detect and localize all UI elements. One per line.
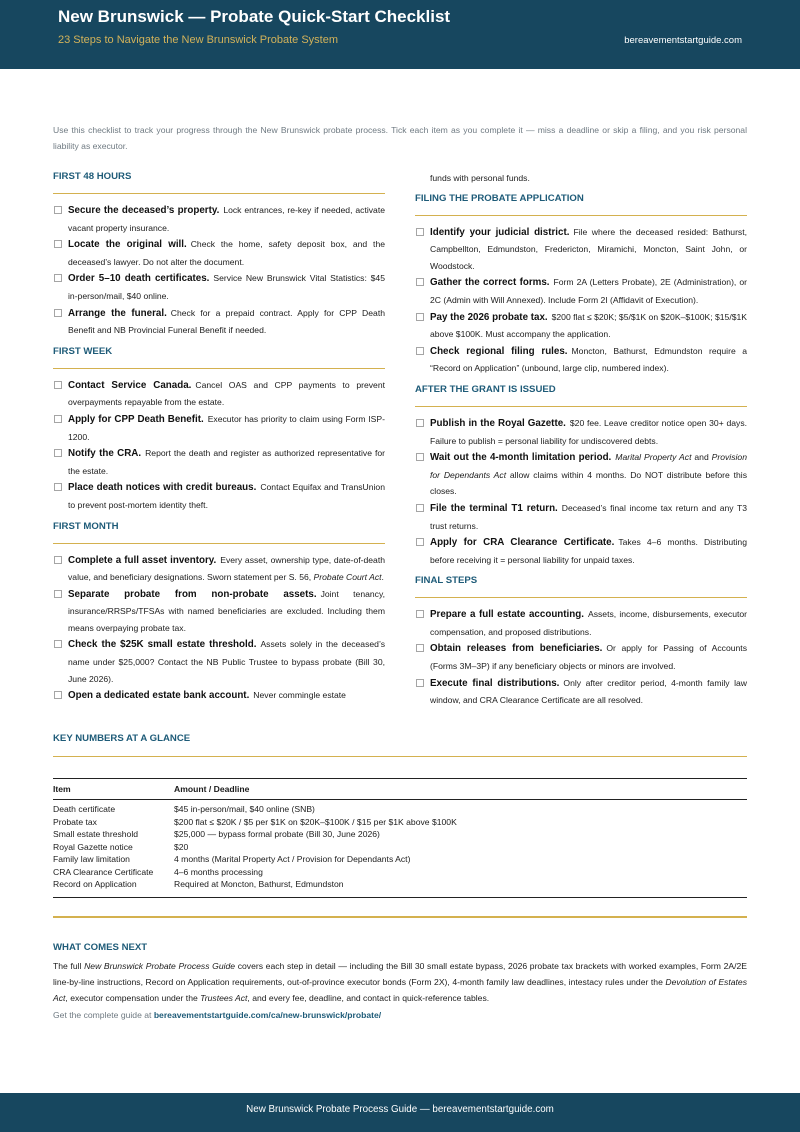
- section-rule: [415, 597, 747, 598]
- right-column: [415, 170, 747, 709]
- section-title-key-numbers: KEY NUMBERS AT A GLANCE: [53, 733, 191, 744]
- item-text-mid: and: [691, 452, 712, 463]
- item-text: Check for a prepaid contract. Apply for CPP Death Benefit and NB Provincial Funeral Benefit if needed.: [68, 307, 385, 336]
- section-title-after-grant: AFTER THE GRANT IS ISSUED: [415, 383, 556, 395]
- checklist-final-steps: [415, 606, 747, 709]
- table-cell: Small estate threshold: [53, 829, 139, 839]
- section-title-first-week: FIRST WEEK: [53, 345, 113, 357]
- item-lead: Obtain releases from beneficiaries.: [430, 643, 603, 655]
- item-lead: Complete a full asset inventory.: [68, 554, 217, 566]
- item-lead: Apply for CRA Clearance Certificate.: [430, 537, 615, 549]
- checklist-item: [53, 586, 385, 637]
- site-name: bereavementstartguide.com: [624, 35, 742, 46]
- item-text: Every asset, ownership type, date-of-death value, and beneficiary designations. Sworn statement per S. 56,: [68, 554, 385, 583]
- checkbox[interactable]: [416, 453, 424, 461]
- checklist-first-week: [53, 377, 385, 514]
- item-text: Only after creditor period, 4-month family law window, and CRA Clearance Certificate are all resolved.: [430, 677, 747, 706]
- checkbox[interactable]: [416, 644, 424, 652]
- item-lead: Execute final distributions.: [430, 677, 560, 689]
- item-lead: Wait out the 4-month limitation period.: [430, 452, 612, 464]
- checklist-item: [53, 479, 385, 513]
- checklist-item: [415, 274, 747, 308]
- item-lead: Apply for CPP Death Benefit.: [68, 413, 204, 425]
- checkbox[interactable]: [416, 419, 424, 427]
- checklist-item: [53, 636, 385, 687]
- checklist-item: [415, 534, 747, 568]
- table-cell: $25,000 — bypass formal probate (Bill 30, June 2026): [174, 829, 380, 839]
- item-text: Form 2A (Letters Probate), 2E (Administration), or 2C (Admin with Will Annexed). Include Form 2I (Affidavit of Execution).: [430, 277, 747, 305]
- checkbox[interactable]: [416, 228, 424, 236]
- table-cell: Royal Gazette notice: [53, 841, 133, 852]
- footer-text: New Brunswick Probate Process Guide — bereavementstartguide.com: [246, 1104, 554, 1115]
- item-lead: Identify your judicial district.: [430, 226, 570, 238]
- text: The full: [53, 961, 85, 971]
- table-body: [53, 800, 747, 897]
- item-continuation: funds with personal funds.: [430, 173, 530, 183]
- section-rule: [415, 406, 747, 407]
- item-text: Report the death and register as authorized representative for the estate.: [68, 448, 386, 476]
- item-lead: Place death notices with credit bureaus.: [68, 482, 257, 494]
- item-text: Never commingle estate: [253, 690, 346, 701]
- table-row: [53, 866, 747, 879]
- table-row: [53, 803, 747, 816]
- column-header-item: Item: [53, 784, 71, 794]
- checklist-after-grant: [415, 415, 747, 568]
- checkbox[interactable]: [54, 206, 62, 214]
- table-cell: Death certificate: [53, 804, 116, 814]
- checklist-item: [415, 675, 747, 709]
- table-cell: Record on Application: [53, 879, 137, 889]
- item-lead: Open a dedicated estate bank account.: [68, 690, 250, 702]
- checkbox[interactable]: [416, 679, 424, 687]
- table-cell: $200 flat ≤ $20K / $5 per $1K on $20K–$100K / $15 per $1K above $100K: [174, 816, 457, 827]
- checklist-item: [53, 236, 385, 270]
- checkbox[interactable]: [416, 278, 424, 286]
- section-rule: [53, 543, 385, 544]
- checklist-filing: [415, 224, 747, 377]
- item-lead: Publish in the Royal Gazette.: [430, 417, 566, 429]
- link-prefix: Get the complete guide at: [53, 1010, 154, 1020]
- header-banner: [0, 0, 800, 69]
- section-rule: [415, 215, 747, 216]
- table-cell: Family law limitation: [53, 854, 130, 864]
- checklist-first-month: [53, 552, 385, 705]
- item-lead: Gather the correct forms.: [430, 277, 550, 289]
- page-subtitle: 23 Steps to Navigate the New Brunswick Probate System: [58, 34, 339, 46]
- item-lead: Secure the deceased’s property.: [68, 205, 220, 216]
- table-cell: CRA Clearance Certificate: [53, 866, 154, 877]
- checklist-item: [53, 411, 385, 445]
- intro-text: Use this checklist to track your progress through the New Brunswick probate process. Tick each item as you complete it — miss a deadline or skip a filing, and you risk personal liability as executor.: [53, 125, 747, 151]
- section-title-what-comes-next: WHAT COMES NEXT: [53, 942, 148, 953]
- item-text: $200 flat ≤ $20K; $5/$1K on $20K–$100K; $15/$1K above $100K. Must accompany the application.: [430, 311, 747, 340]
- item-lead: Check the $25K small estate threshold.: [68, 639, 257, 651]
- left-column: [53, 170, 385, 705]
- section-title-final-steps: FINAL STEPS: [415, 575, 478, 587]
- checklist-item: [53, 552, 385, 586]
- item-text: Deceased’s final income tax return and any T3 trust returns.: [430, 502, 747, 531]
- checklist-item: [53, 687, 385, 705]
- checkbox[interactable]: [416, 313, 424, 321]
- checkbox[interactable]: [416, 347, 424, 355]
- text: covers each step in detail — including the Bill 30 small estate bypass, 2026 probate tax brackets with worked examples, Form 2A/2E line-by-line instructions, Record on Application requirements, out-of-province executor bonds (Form 2X), 4-month family law deadlines, intestacy rules under the: [53, 961, 747, 987]
- item-text: Check the home, safety deposit box, and the deceased’s lawyer. Do not alter the document.: [68, 239, 386, 267]
- table-row: [53, 828, 747, 841]
- item-text-end: .: [381, 572, 384, 583]
- item-text: Contact Equifax and TransUnion to prevent post-mortem identity theft.: [68, 482, 385, 510]
- page-title: New Brunswick — Probate Quick-Start Checklist: [58, 7, 451, 26]
- checkbox[interactable]: [54, 691, 62, 699]
- item-text: Executor has priority to claim using Form ISP-1200.: [68, 413, 385, 442]
- checklist-item: [415, 415, 747, 449]
- checkbox[interactable]: [54, 590, 62, 598]
- checklist-item: [415, 224, 747, 275]
- item-text: Joint tenancy, insurance/RRSPs/TFSAs with named beneficiaries are excluded. Including them means overpaying probate tax.: [68, 588, 386, 633]
- checkbox[interactable]: [416, 504, 424, 512]
- table-cell: 4 months (Marital Property Act / Provision for Dependants Act): [174, 854, 411, 864]
- item-text: Or apply for Passing of Accounts (Forms 3M–3P) if any beneficiary objects or minors are involved.: [430, 643, 747, 672]
- checkbox[interactable]: [54, 240, 62, 248]
- checkbox[interactable]: [54, 381, 62, 389]
- checklist-item: [53, 202, 385, 236]
- act-name: Probate Court Act: [313, 572, 382, 583]
- act-name: Trustees Act: [200, 993, 248, 1003]
- table-row: [53, 853, 747, 866]
- guide-link[interactable]: bereavementstartguide.com/ca/new-brunswick/probate/: [153, 1010, 382, 1020]
- item-lead: Contact Service Canada.: [68, 379, 192, 391]
- guide-link-line: [53, 1010, 381, 1020]
- key-numbers-table: [53, 778, 747, 898]
- item-text: Lock entrances, re-key if needed, activate vacant property insurance.: [68, 205, 385, 233]
- checklist-item: [415, 500, 747, 534]
- item-text: Cancel OAS and CPP payments to prevent overpayments repayable from the estate.: [68, 379, 385, 408]
- item-lead: Order 5–10 death certificates.: [68, 273, 210, 285]
- text: , executor compensation under the: [65, 993, 201, 1003]
- checkbox[interactable]: [416, 538, 424, 546]
- item-text: Takes 4–6 months. Distributing before receiving it = personal liability for unpaid taxes.: [430, 537, 747, 565]
- divider: [53, 916, 747, 918]
- section-rule: [53, 756, 747, 757]
- checklist-item: [53, 305, 385, 339]
- table-cell: $20: [174, 841, 189, 852]
- checkbox[interactable]: [54, 449, 62, 457]
- item-lead: Prepare a full estate accounting.: [430, 609, 584, 621]
- section-title-filing: FILING THE PROBATE APPLICATION: [415, 192, 584, 204]
- what-next-paragraph: [53, 958, 747, 1006]
- act-name: Marital Property Act: [615, 452, 692, 463]
- checkbox[interactable]: [54, 415, 62, 423]
- checklist-item: [415, 640, 747, 674]
- item-lead: Locate the original will.: [68, 239, 187, 251]
- table-cell: 4–6 months processing: [174, 866, 263, 877]
- item-lead: Separate probate from non-probate assets.: [68, 588, 317, 600]
- checklist-item: [415, 309, 747, 343]
- section-title-first-48-hours: FIRST 48 HOURS: [53, 171, 132, 182]
- item-text: Assets, income, disbursements, executor compensation, and proposed distributions.: [430, 609, 747, 637]
- table-header: [53, 779, 747, 800]
- item-text: File where the deceased resided: Bathurst, Campbellton, Edmundston, Fredericton, Miramichi, Moncton, Saint John, or Woodstock.: [430, 226, 747, 271]
- checklist-item: [53, 270, 385, 304]
- checkbox[interactable]: [54, 640, 62, 648]
- checklist-item: [415, 343, 747, 377]
- section-rule: [53, 193, 385, 194]
- footer-banner: [0, 1093, 800, 1132]
- checkbox[interactable]: [54, 483, 62, 491]
- item-text: Service New Brunswick Vital Statistics: $45 in-person/mail, $40 online.: [68, 273, 385, 301]
- checkbox[interactable]: [416, 610, 424, 618]
- table-row: [53, 816, 747, 829]
- table-row: [53, 878, 747, 891]
- item-lead: Check regional filing rules.: [430, 345, 568, 357]
- checklist-item: [53, 377, 385, 411]
- item-text: Assets solely in the deceased’s name under $25,000? Contact the NB Public Trustee to bypass probate (Bill 30, June 2026).: [68, 639, 385, 684]
- table-row: [53, 841, 747, 854]
- act-name: Provision for Dependants Act: [430, 452, 747, 480]
- checklist-item: [415, 606, 747, 640]
- checkbox[interactable]: [54, 274, 62, 282]
- item-lead: Notify the CRA.: [68, 448, 142, 460]
- table-cell: Probate tax: [53, 816, 97, 827]
- guide-name: New Brunswick Probate Process Guide: [84, 961, 236, 971]
- checklist-first-48-hours: [53, 202, 385, 339]
- text: , and every fee, deadline, and contact in quick-reference tables.: [247, 993, 490, 1003]
- table-cell: Required at Moncton, Bathurst, Edmundston: [174, 879, 344, 889]
- table-cell: $45 in-person/mail, $40 online (SNB): [174, 804, 315, 814]
- item-text: $20 fee. Leave creditor notice open 30+ days. Failure to publish = personal liability for undiscovered debts.: [430, 417, 747, 446]
- act-name: Devolution of Estates Act: [53, 977, 747, 1003]
- checklist-item: [53, 445, 385, 479]
- section-rule: [53, 368, 385, 369]
- checkbox[interactable]: [54, 309, 62, 317]
- item-lead: File the terminal T1 return.: [430, 502, 558, 514]
- column-header-amount: Amount / Deadline: [174, 784, 250, 794]
- section-title-first-month: FIRST MONTH: [53, 520, 119, 532]
- item-text: allow claims within 4 months. Do NOT distribute before this closes.: [430, 469, 747, 497]
- item-lead: Arrange the funeral.: [68, 307, 167, 319]
- checklist-item: [415, 449, 747, 500]
- item-lead: Pay the 2026 probate tax.: [430, 311, 548, 323]
- item-text: Moncton, Bathurst, Edmundston require a “Record on Application” (unbound, large clip, numbered index).: [430, 345, 747, 374]
- checkbox[interactable]: [54, 556, 62, 564]
